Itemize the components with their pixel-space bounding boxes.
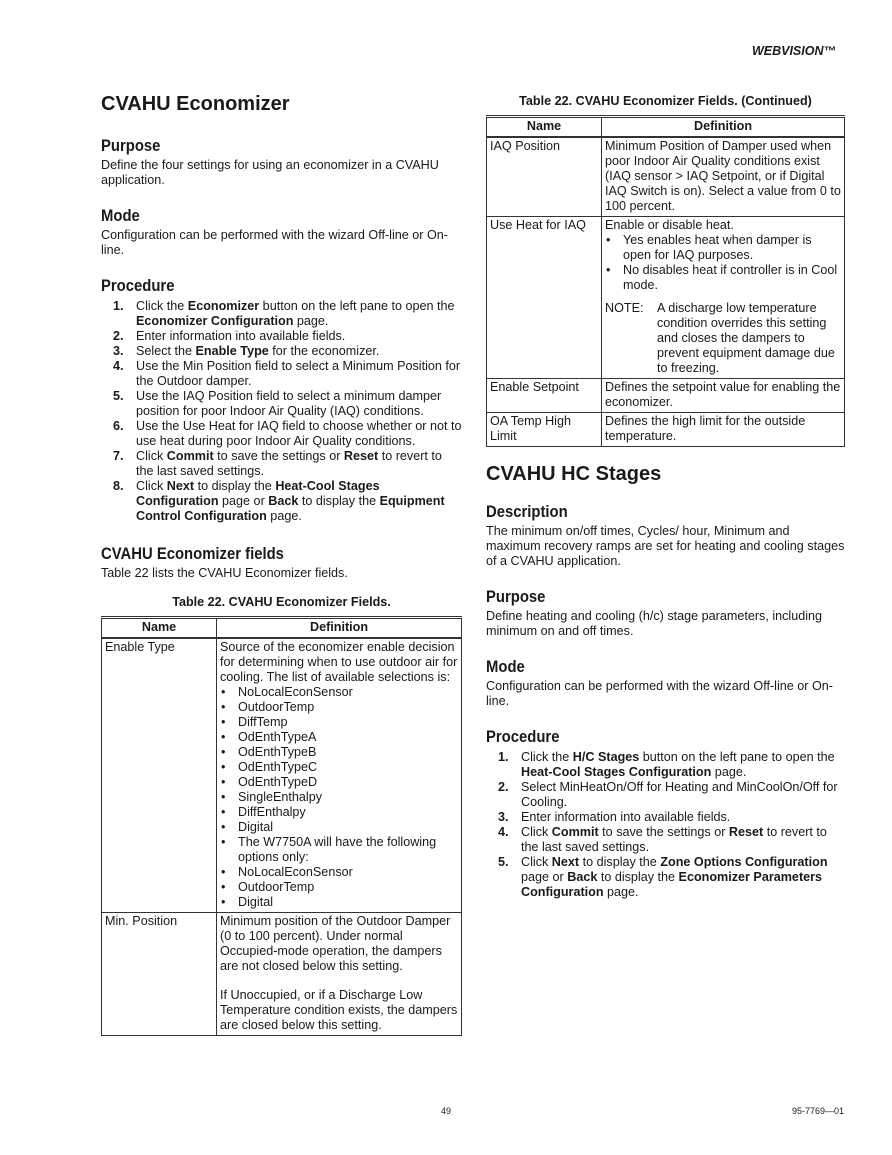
table-row [487, 137, 845, 217]
purpose-heading: Purpose [101, 137, 161, 155]
field-definition [217, 913, 462, 1036]
fields-section [101, 544, 462, 581]
definition-text: If Unoccupied, or if a Discharge Low Temperature condition exists, the dampers are closed below this setting. [220, 988, 458, 1032]
mode-text: Configuration can be performed with the wizard Off-line or On-line. [101, 228, 448, 257]
field-name: Use Heat for IAQ [487, 217, 602, 379]
column-header-name: Name [487, 117, 602, 138]
table-caption-continued: Table 22. CVAHU Economizer Fields. (Continued) [519, 94, 812, 108]
list-item: • OdEnthTypeC [220, 760, 458, 775]
note-label: NOTE: [605, 301, 644, 315]
left-column [101, 92, 462, 1036]
page-title: CVAHU Economizer [101, 93, 290, 115]
procedure-step: 1. Click the H/C Stages button on the left pane to open the Heat-Cool Stages Configuration page. [498, 750, 835, 779]
procedure-step: 2. Select MinHeatOn/Off for Heating and MinCoolOn/Off for Cooling. [498, 780, 838, 809]
procedure-list [101, 299, 462, 524]
list-item: • OutdoorTemp [220, 880, 458, 895]
mode-section-hc [486, 657, 845, 709]
list-item: • NoLocalEconSensor [220, 865, 458, 880]
economizer-fields-table [101, 616, 462, 1036]
description-section [486, 502, 845, 569]
list-item: • Digital [220, 820, 458, 835]
procedure-step: 7. Click Commit to save the settings or Reset to revert to the last saved settings. [113, 449, 442, 478]
field-name: Enable Setpoint [487, 379, 602, 413]
field-definition [602, 217, 845, 379]
procedure-step: 3. Enter information into available fields. [498, 810, 731, 824]
selection-list [220, 685, 458, 910]
table-row [487, 379, 845, 413]
purpose-text: Define the four settings for using an economizer in a CVAHU application. [101, 158, 439, 187]
table-row [102, 913, 462, 1036]
list-item: • OdEnthTypeB [220, 745, 458, 760]
procedure-step: 1. Click the Economizer button on the left pane to open the Economizer Configuration page. [113, 299, 455, 328]
table-caption: Table 22. CVAHU Economizer Fields. [172, 595, 391, 609]
purpose-heading: Purpose [486, 588, 546, 606]
list-item: • DiffEnthalpy [220, 805, 458, 820]
field-name: Min. Position [102, 913, 217, 1036]
list-item: • NoLocalEconSensor [220, 685, 458, 700]
purpose-section [101, 136, 462, 188]
note-text: A discharge low temperature condition overrides this setting and closes the dampers to prevent equipment damage due to freezing. [657, 301, 835, 375]
list-item: • OdEnthTypeA [220, 730, 458, 745]
field-definition [217, 638, 462, 913]
procedure-step: 5. Use the IAQ Position field to select a minimum damper position for poor Indoor Air Quality (IAQ) conditions. [113, 389, 442, 418]
column-header-definition: Definition [602, 117, 845, 138]
field-definition: Minimum Position of Damper used when poor Indoor Air Quality conditions exist (IAQ sensor > IAQ Setpoint, or if Digital IAQ Switch is on). Select a value from 0 to 100 percent. [602, 137, 845, 217]
list-item: • The W7750A will have the following options only: [220, 835, 458, 865]
table-row [487, 413, 845, 447]
list-item: • DiffTemp [220, 715, 458, 730]
list-item: • OdEnthTypeD [220, 775, 458, 790]
procedure-step: 6. Use the Use Heat for IAQ field to choose whether or not to use heat during poor Indoor Air Quality conditions. [113, 419, 462, 448]
definition-text: Enable or disable heat. [605, 218, 734, 232]
mode-heading: Mode [486, 658, 525, 676]
table-header-row [487, 117, 845, 138]
section-title-hc-stages: CVAHU HC Stages [486, 463, 662, 485]
procedure-list [486, 750, 845, 900]
purpose-text: Define heating and cooling (h/c) stage parameters, including minimum on and off times. [486, 609, 823, 638]
procedure-heading: Procedure [101, 277, 175, 295]
description-text: The minimum on/off times, Cycles/ hour, Minimum and maximum recovery ramps are set for heating and cooling stages of a CVAHU application. [486, 524, 845, 568]
field-name: OA Temp High Limit [487, 413, 602, 447]
procedure-step: 4. Use the Min Position field to select a Minimum Position for the Outdoor damper. [113, 359, 461, 388]
note [605, 301, 841, 376]
field-name: Enable Type [102, 638, 217, 913]
description-heading: Description [486, 503, 568, 521]
list-item: • SingleEnthalpy [220, 790, 458, 805]
running-header: WEBVISION™ [751, 44, 836, 58]
column-header-definition: Definition [217, 618, 462, 639]
mode-text: Configuration can be performed with the wizard Off-line or On-line. [486, 679, 833, 708]
definition-text: Source of the economizer enable decision for determining when to use outdoor air for cooling. The list of available selections is: [220, 640, 458, 684]
mode-heading: Mode [101, 207, 140, 225]
purpose-section-hc [486, 587, 845, 639]
procedure-step: 3. Select the Enable Type for the economizer. [113, 344, 380, 358]
fields-text: Table 22 lists the CVAHU Economizer fields. [101, 566, 348, 580]
field-definition: Defines the high limit for the outside temperature. [602, 413, 845, 447]
table-row [487, 217, 845, 379]
field-name: IAQ Position [487, 137, 602, 217]
page-number: 49 [441, 1106, 452, 1116]
procedure-section-hc [486, 727, 845, 900]
field-definition: Defines the setpoint value for enabling the economizer. [602, 379, 845, 413]
fields-heading: CVAHU Economizer fields [101, 545, 284, 563]
option-list [605, 233, 841, 293]
list-item: • Yes enables heat when damper is open for IAQ purposes. [605, 233, 841, 263]
procedure-step: 4. Click Commit to save the settings or Reset to revert to the last saved settings. [498, 825, 827, 854]
list-item: • Digital [220, 895, 458, 910]
mode-section [101, 206, 462, 258]
list-item: • OutdoorTemp [220, 700, 458, 715]
table-row [102, 638, 462, 913]
procedure-heading: Procedure [486, 728, 560, 746]
column-header-name: Name [102, 618, 217, 639]
list-item: • No disables heat if controller is in Cool mode. [605, 263, 841, 293]
document-number: 95-7769—01 [791, 1106, 844, 1116]
table-header-row [102, 618, 462, 639]
procedure-step: 5. Click Next to display the Zone Options Configuration page or Back to display the Economizer Parameters Configuration page. [498, 855, 828, 899]
procedure-section [101, 276, 462, 524]
economizer-fields-table-continued [486, 115, 845, 447]
procedure-step: 8. Click Next to display the Heat-Cool Stages Configuration page or Back to display the Equipment Control Configuration page. [113, 479, 445, 523]
right-column [486, 94, 845, 900]
definition-text: Minimum position of the Outdoor Damper (0 to 100 percent). Under normal Occupied-mode operation, the dampers are not closed below this setting. [220, 914, 451, 973]
procedure-step: 2. Enter information into available fields. [113, 329, 346, 343]
